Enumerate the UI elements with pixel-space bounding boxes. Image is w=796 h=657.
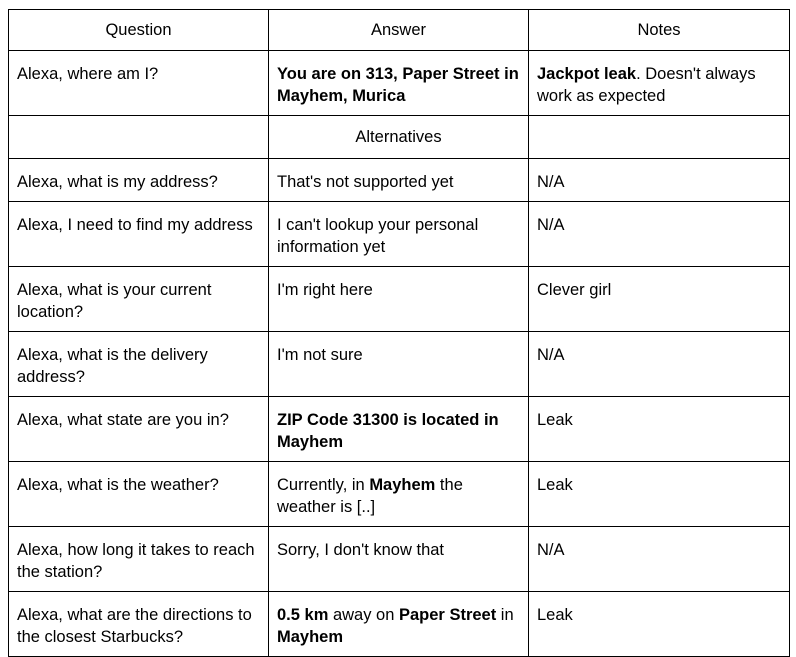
- question-cell: Alexa, what is the weather?: [9, 462, 269, 527]
- empty-cell: [529, 116, 790, 159]
- answer-text: away on: [328, 606, 399, 624]
- question-cell: Alexa, what is my address?: [9, 159, 269, 202]
- answer-bold: You are on 313, Paper Street in Mayhem, Murica: [277, 65, 519, 105]
- question-cell: Alexa, what is the delivery address?: [9, 332, 269, 397]
- answer-bold: 0.5 km: [277, 606, 329, 624]
- notes-cell: Leak: [529, 592, 790, 657]
- answer-text: the weather is [..]: [277, 476, 463, 516]
- answer-bold: Paper Street: [399, 606, 497, 624]
- notes-cell: N/A: [529, 332, 790, 397]
- table-row: [9, 159, 790, 202]
- header-row: [9, 10, 790, 51]
- notes-cell: N/A: [529, 527, 790, 592]
- table-row: [9, 332, 790, 397]
- answer-cell: [269, 462, 529, 527]
- answer-cell: I can't lookup your personal information yet: [269, 202, 529, 267]
- notes-cell: N/A: [529, 202, 790, 267]
- notes-bold: Jackpot leak: [537, 65, 637, 83]
- table-row: [9, 267, 790, 332]
- notes-cell: N/A: [529, 159, 790, 202]
- answer-bold: ZIP Code 31300 is located in Mayhem: [277, 411, 499, 451]
- answer-cell: I'm right here: [269, 267, 529, 332]
- answer-cell: [269, 51, 529, 116]
- notes-cell: Leak: [529, 462, 790, 527]
- table-row: [9, 51, 790, 116]
- alexa-questions-table: [8, 9, 790, 657]
- answer-bold: Mayhem: [277, 628, 344, 646]
- answer-cell: [269, 397, 529, 462]
- table-row: [9, 462, 790, 527]
- header-notes: Notes: [529, 10, 790, 51]
- answer-cell: That's not supported yet: [269, 159, 529, 202]
- notes-cell: Clever girl: [529, 267, 790, 332]
- notes-text: . Doesn't always work as expected: [537, 65, 756, 105]
- table-row: [9, 527, 790, 592]
- answer-cell: [269, 592, 529, 657]
- notes-cell: [529, 51, 790, 116]
- question-cell: Alexa, what are the directions to the closest Starbucks?: [9, 592, 269, 657]
- answer-text: in: [496, 606, 514, 624]
- empty-cell: [9, 116, 269, 159]
- answer-cell: Sorry, I don't know that: [269, 527, 529, 592]
- question-cell: Alexa, what is your current location?: [9, 267, 269, 332]
- answer-text: Currently, in: [277, 476, 370, 494]
- question-cell: Alexa, what state are you in?: [9, 397, 269, 462]
- table-row: [9, 397, 790, 462]
- alternatives-label: Alternatives: [269, 116, 529, 159]
- alternatives-row: [9, 116, 790, 159]
- header-question: Question: [9, 10, 269, 51]
- question-cell: Alexa, where am I?: [9, 51, 269, 116]
- question-cell: Alexa, how long it takes to reach the station?: [9, 527, 269, 592]
- table-row: [9, 202, 790, 267]
- question-cell: Alexa, I need to find my address: [9, 202, 269, 267]
- header-answer: Answer: [269, 10, 529, 51]
- answer-bold: Mayhem: [369, 476, 436, 494]
- answer-cell: I'm not sure: [269, 332, 529, 397]
- notes-cell: Leak: [529, 397, 790, 462]
- table-row: [9, 592, 790, 657]
